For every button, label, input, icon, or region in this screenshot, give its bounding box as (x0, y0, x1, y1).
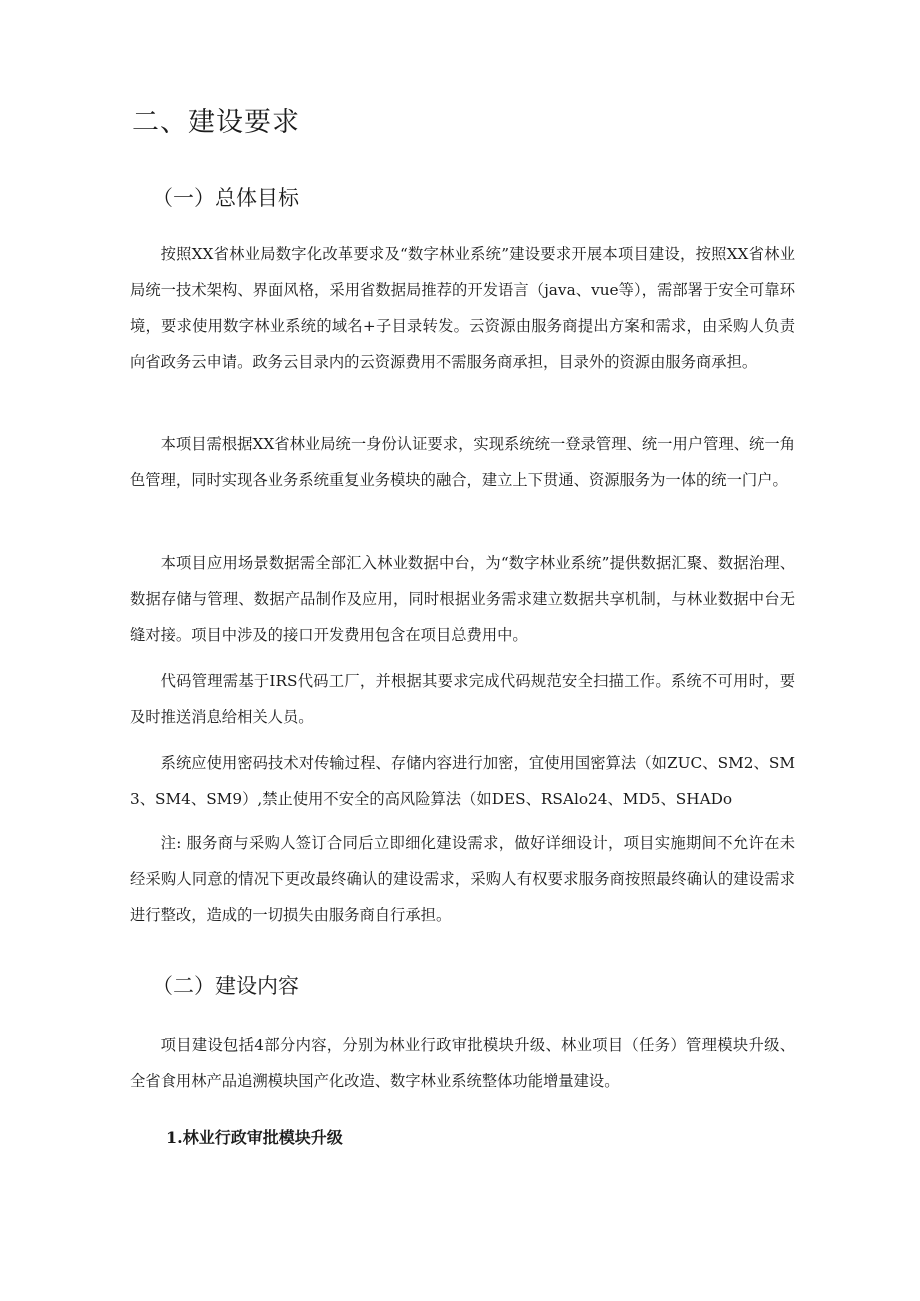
goals-paragraph-3: 本项目应用场景数据需全部汇入林业数据中台，为“数字林业系统”提供数据汇聚、数据治理、数据存储与管理、数据产品制作及应用，同时根据业务需求建立数据共享机制，与林业数据中台无缝对接。项目中涉及的接口开发费用包含在项目总费用中。 (130, 554, 795, 644)
goals-paragraph-1: 按照XX省林业局数字化改革要求及“数字林业系统”建设要求开展本项目建设，按照XX省林业局统一技术架构、界面风格，采用省数据局推荐的开发语言（java、vue等），需部署于安全可靠环境，要求使用数字林业系统的域名+子目录转发。云资源由服务商提出方案和需求，由采购人负责向省政务云申请。政务云目录内的云资源费用不需服务商承担，目录外的资源由服务商承担。 (130, 245, 795, 371)
section-heading: 二、建设要求 (132, 107, 300, 138)
content-subheading-1: 1.林业行政审批模块升级 (166, 1128, 343, 1147)
goals-paragraph-2: 本项目需根据XX省林业局统一身份认证要求，实现系统统一登录管理、统一用户管理、统一角色管理，同时实现各业务系统重复业务模块的融合，建立上下贯通、资源服务为一体的统一门户。 (130, 435, 795, 489)
goals-note-paragraph: 注: 服务商与采购人签订合同后立即细化建设需求，做好详细设计，项目实施期间不允许在未经采购人同意的情况下更改最终确认的建设需求，采购人有权要求服务商按照最终确认的建设需求进行整改，造成的一切损失由服务商自行承担。 (130, 834, 795, 924)
content-paragraph: 项目建设包括4部分内容，分别为林业行政审批模块升级、林业项目（任务）管理模块升级、全省食用林产品追溯模块国产化改造、数字林业系统整体功能增量建设。 (130, 1036, 795, 1090)
content-heading: （二）建设内容 (152, 974, 299, 998)
goals-paragraph-5: 系统应使用密码技术对传输过程、存储内容进行加密，宜使用国密算法（如ZUC、SM2、SM3、SM4、SM9）,禁止使用不安全的高风险算法（如DES、RSAlo24、MD5、SHADo (130, 754, 795, 808)
goals-paragraph-4: 代码管理需基于IRS代码工厂，并根据其要求完成代码规范安全扫描工作。系统不可用时，要及时推送消息给相关人员。 (130, 672, 795, 726)
goals-heading: （一）总体目标 (152, 186, 299, 210)
